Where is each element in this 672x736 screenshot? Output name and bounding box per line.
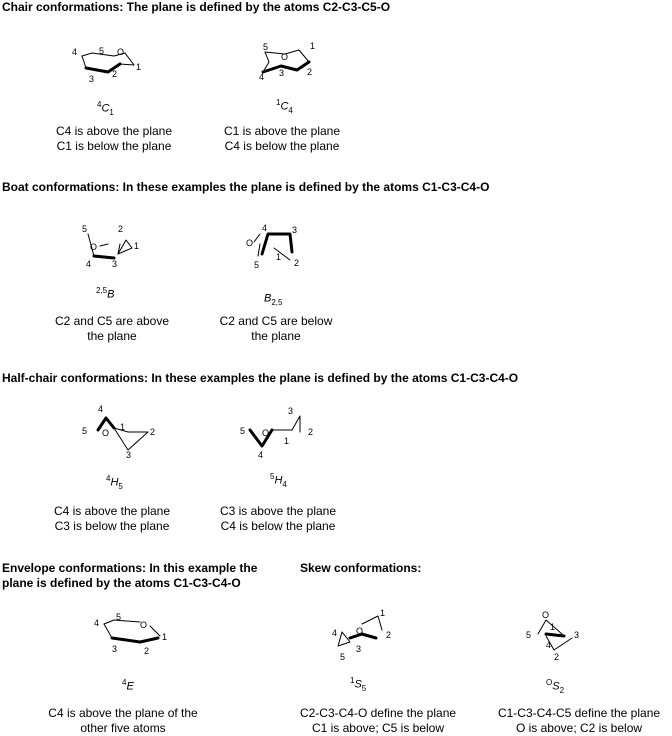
atom-3-label: 3	[356, 644, 362, 654]
atom-1-label: 1	[136, 62, 142, 72]
atom-3-label: 3	[126, 450, 132, 460]
atom-5-label: 5	[240, 426, 246, 436]
atom-5-label: 5	[82, 426, 88, 436]
atom-3-label: 3	[288, 406, 294, 416]
atom-1-label: 1	[310, 41, 316, 51]
atom-2-label: 2	[308, 427, 314, 437]
atom-4-label: 4	[72, 47, 78, 57]
halfchair-5h4-structure	[238, 402, 323, 460]
skew-os2-caption: C1-C3-C4-C5 define the plane O is above; C2 is below	[497, 706, 661, 735]
atom-5-label: 5	[116, 612, 122, 622]
atom-2-label: 2	[386, 630, 392, 640]
oxygen-label: O	[102, 428, 110, 438]
atom-1-label: 1	[550, 622, 556, 632]
envelope-4e-caption: C4 is above the plane of the other five atoms	[48, 706, 198, 735]
atom-2-label: 2	[150, 427, 156, 437]
skew-heading: Skew conformations:	[300, 561, 422, 575]
oxygen-label: O	[262, 428, 270, 438]
oxygen-label: O	[542, 610, 550, 620]
atom-2-label: 2	[307, 67, 313, 77]
atom-1-label: 1	[380, 608, 386, 618]
chair-1c4-label: $^1C_4$	[276, 98, 293, 115]
skew-1s5-caption: C2-C3-C4-O define the plane C1 is above; C5 is below	[299, 706, 457, 735]
atom-2-label: 2	[144, 646, 150, 656]
atom-4-label: 4	[98, 404, 104, 414]
chair-4c1-label: $^4C_1$	[97, 100, 114, 117]
atom-4-label: 4	[86, 259, 92, 269]
atom-5-label: 5	[82, 224, 88, 234]
boat-25b-label: $^{2,5}$B	[96, 286, 115, 301]
atom-4-label: 4	[546, 640, 552, 650]
envelope-heading-line1: Envelope conformations: In this example the	[2, 561, 258, 575]
atom-1-label: 1	[120, 422, 126, 432]
atom-4-label: 4	[94, 618, 100, 628]
atom-3-label: 3	[89, 74, 95, 84]
atom-5-label: 5	[99, 46, 105, 56]
boat-b25-caption: C2 and C5 are below the plane	[219, 314, 333, 343]
halfchair-5h4-caption: C3 is above the plane C4 is below the plane	[219, 504, 337, 533]
skew-os2-structure	[524, 604, 604, 662]
atom-3-label: 3	[292, 225, 298, 235]
halfchair-4h5-caption: C4 is above the plane C3 is below the plane	[53, 504, 171, 533]
oxygen-label: O	[117, 47, 125, 57]
atom-1-label: 1	[276, 252, 282, 262]
atom-2-label: 2	[112, 69, 118, 79]
atom-4-label: 4	[262, 223, 268, 233]
boat-25b-caption: C2 and C5 are above the plane	[54, 314, 170, 343]
atom-5-label: 5	[526, 630, 532, 640]
atom-1-label: 1	[162, 632, 168, 642]
atom-5-label: 5	[254, 260, 260, 270]
atom-3-label: 3	[279, 68, 285, 78]
halfchair-heading: Half-chair conformations: In these examples the plane is defined by the atoms C1-C3-C4-O	[2, 371, 519, 385]
chair-heading: Chair conformations: The plane is defined by the atoms C2-C3-C5-O	[2, 0, 391, 14]
chair-4c1-structure	[70, 42, 160, 87]
chair-1c4-caption: C1 is above the plane C4 is below the plane	[223, 124, 341, 153]
envelope-heading-line2: plane is defined by the atoms C1-C3-C4-O	[2, 576, 241, 590]
atom-5-label: 5	[263, 42, 269, 52]
atom-3-label: 3	[112, 644, 118, 654]
envelope-4e-structure	[88, 612, 178, 657]
atom-3-label: 3	[112, 259, 118, 269]
halfchair-4h5-structure	[80, 402, 160, 460]
boat-25b-structure	[78, 224, 158, 269]
boat-heading: Boat conformations: In these examples the plane is defined by the atoms C1-C3-C4-O	[2, 180, 490, 194]
atom-1-label: 1	[134, 241, 140, 251]
atom-4-label: 4	[259, 72, 265, 82]
boat-b25-label: $B_{2,5}$	[264, 292, 283, 307]
oxygen-label: O	[140, 620, 148, 630]
atom-2-label: 2	[554, 652, 560, 662]
skew-1s5-label: $^1S_5$	[350, 676, 367, 693]
skew-os2-label: $^OS_2$	[546, 678, 565, 695]
atom-5-label: 5	[340, 652, 346, 662]
atom-4-label: 4	[258, 450, 264, 460]
atom-1-label: 1	[284, 436, 290, 446]
halfchair-4h5-label: $^4H_5$	[106, 474, 123, 491]
halfchair-5h4-label: $^5H_4$	[270, 472, 287, 489]
oxygen-label: O	[356, 626, 364, 636]
atom-2-label: 2	[294, 258, 300, 268]
oxygen-label: O	[281, 52, 289, 62]
chair-4c1-caption: C4 is above the plane C1 is below the plane	[55, 124, 173, 153]
skew-1s5-structure	[328, 604, 408, 662]
atom-4-label: 4	[332, 628, 338, 638]
oxygen-label: O	[90, 242, 98, 252]
oxygen-label: O	[246, 238, 254, 248]
boat-b25-structure	[244, 222, 324, 272]
atom-3-label: 3	[574, 630, 580, 640]
chair-1c4-structure	[255, 40, 335, 85]
atom-2-label: 2	[118, 224, 124, 234]
envelope-4e-label: $^4$E	[122, 678, 134, 693]
